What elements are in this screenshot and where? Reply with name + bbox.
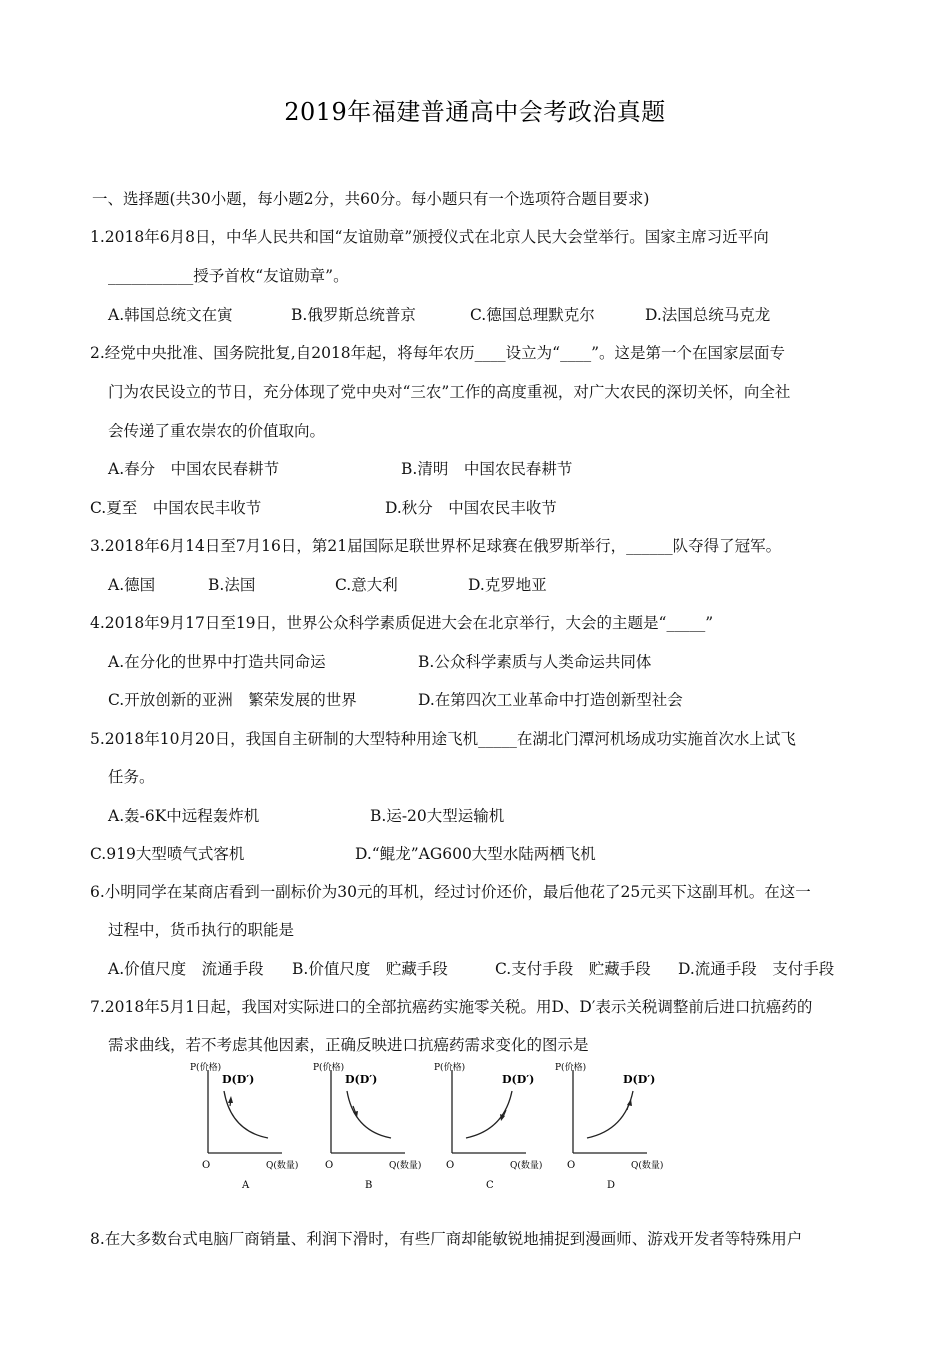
option-d: D.秋分 中国农民丰收节 — [385, 499, 557, 517]
question-line: ___________授予首枚“友谊勋章”。 — [108, 267, 349, 285]
chart-letter: C — [486, 1180, 494, 1191]
option-b: B.价值尺度 贮藏手段 — [292, 960, 448, 978]
option-d: D.流通手段 支付手段 — [678, 960, 835, 978]
curve-label: D(D′) — [345, 1073, 378, 1086]
question-line: 8.在大多数台式电脑厂商销量、利润下滑时，有些厂商却能敏锐地捕捉到漫画师、游戏开发者等特殊用户 — [90, 1230, 803, 1248]
question-line: 3.2018年6月14日至7月16日，第21届国际足联世界杯足球赛在俄罗斯举行，______队夺得了冠军。 — [90, 537, 782, 555]
option-a: A.德国 — [108, 576, 156, 594]
option-b: B.法国 — [208, 576, 256, 594]
option-b: B.运-20大型运输机 — [370, 807, 505, 825]
origin-label: O — [202, 1160, 211, 1171]
y-axis-label: P(价格) — [434, 1063, 466, 1073]
option-d: D.法国总统马克龙 — [645, 306, 771, 324]
y-axis-label: P(价格) — [190, 1063, 222, 1073]
demand-chart-c — [430, 1056, 550, 1191]
option-a: A.在分化的世界中打造共同命运 — [108, 653, 326, 671]
question-line: 需求曲线，若不考虑其他因素，正确反映进口抗癌药需求变化的图示是 — [108, 1036, 589, 1054]
option-d: D.克罗地亚 — [468, 576, 547, 594]
demand-chart-a — [186, 1056, 306, 1191]
chart-letter: B — [365, 1180, 373, 1191]
option-a: A.春分 中国农民春耕节 — [108, 460, 280, 478]
chart-letter: A — [242, 1180, 250, 1191]
question-line: 4.2018年9月17日至19日，世界公众科学素质促进大会在北京举行，大会的主题是“_____” — [90, 614, 714, 632]
demand-curve — [347, 1091, 391, 1138]
section-header: 一、选择题(共30小题，每小题2分，共60分。每小题只有一个选项符合题目要求) — [92, 190, 650, 208]
demand-chart-d-svg — [551, 1056, 671, 1191]
option-d: D.在第四次工业革命中打造创新型社会 — [418, 691, 683, 709]
option-a: A.价值尺度 流通手段 — [108, 960, 264, 978]
question-line: 6.小明同学在某商店看到一副标价为30元的耳机，经过讨价还价，最后他花了25元买下这副耳机。在这一 — [90, 883, 811, 901]
option-c: C.开放创新的亚洲 繁荣发展的世界 — [108, 691, 357, 709]
question-line: 任务。 — [108, 768, 155, 786]
option-c: C.919大型喷气式客机 — [90, 845, 245, 863]
question-line: 过程中，货币执行的职能是 — [108, 921, 295, 939]
option-a: A.轰-6K中远程轰炸机 — [108, 807, 260, 825]
demand-chart-b — [309, 1056, 429, 1191]
option-a: A.韩国总统文在寅 — [108, 306, 233, 324]
option-b: B.清明 中国农民春耕节 — [401, 460, 573, 478]
demand-chart-d — [551, 1056, 671, 1191]
option-b: B.俄罗斯总统普京 — [291, 306, 416, 324]
demand-curve — [587, 1091, 633, 1138]
question-line: 门为农民设立的节日，充分体现了党中央对“三农”工作的高度重视，对广大农民的深切关怀，向全社 — [108, 383, 791, 401]
option-c: C.夏至 中国农民丰收节 — [90, 499, 262, 517]
x-axis-label: Q(数量) — [631, 1161, 664, 1171]
question-line: 5.2018年10月20日，我国自主研制的大型特种用途飞机_____在湖北门潭河机场成功实施首次水上试飞 — [90, 730, 796, 748]
demand-curve — [466, 1091, 512, 1138]
question-line: 会传递了重农崇农的价值取向。 — [108, 422, 326, 440]
origin-label: O — [446, 1160, 455, 1171]
option-b: B.公众科学素质与人类命运共同体 — [418, 653, 652, 671]
option-c: C.意大利 — [335, 576, 398, 594]
page-title: 2019年福建普通高中会考政治真题 — [284, 98, 666, 126]
x-axis-label: Q(数量) — [266, 1161, 299, 1171]
question-line: 1.2018年6月8日，中华人民共和国“友谊勋章”颁授仪式在北京人民大会堂举行。国家主席习近平向 — [90, 228, 769, 246]
curve-label: D(D′) — [623, 1073, 656, 1086]
demand-chart-b-svg — [309, 1056, 429, 1191]
origin-label: O — [325, 1160, 334, 1171]
question-line: 7.2018年5月1日起，我国对实际进口的全部抗癌药实施零关税。用D、D′表示关税调整前后进口抗癌药的 — [90, 998, 813, 1016]
x-axis-label: Q(数量) — [510, 1161, 543, 1171]
origin-label: O — [567, 1160, 576, 1171]
y-axis-label: P(价格) — [313, 1063, 345, 1073]
demand-chart-a-svg — [186, 1056, 306, 1191]
curve-label: D(D′) — [222, 1073, 255, 1086]
option-d: D.“鲲龙”AG600大型水陆两栖飞机 — [355, 845, 596, 863]
y-axis-label: P(价格) — [555, 1063, 587, 1073]
option-c: C.德国总理默克尔 — [470, 306, 595, 324]
question-line: 2.经党中央批准、国务院批复,自2018年起，将每年农历____设立为“____”。这是第一个在国家层面专 — [90, 344, 786, 362]
x-axis-label: Q(数量) — [389, 1161, 422, 1171]
demand-chart-c-svg — [430, 1056, 550, 1191]
curve-label: D(D′) — [502, 1073, 535, 1086]
arrow-head — [228, 1096, 233, 1103]
option-c: C.支付手段 贮藏手段 — [495, 960, 651, 978]
chart-letter: D — [607, 1180, 616, 1191]
